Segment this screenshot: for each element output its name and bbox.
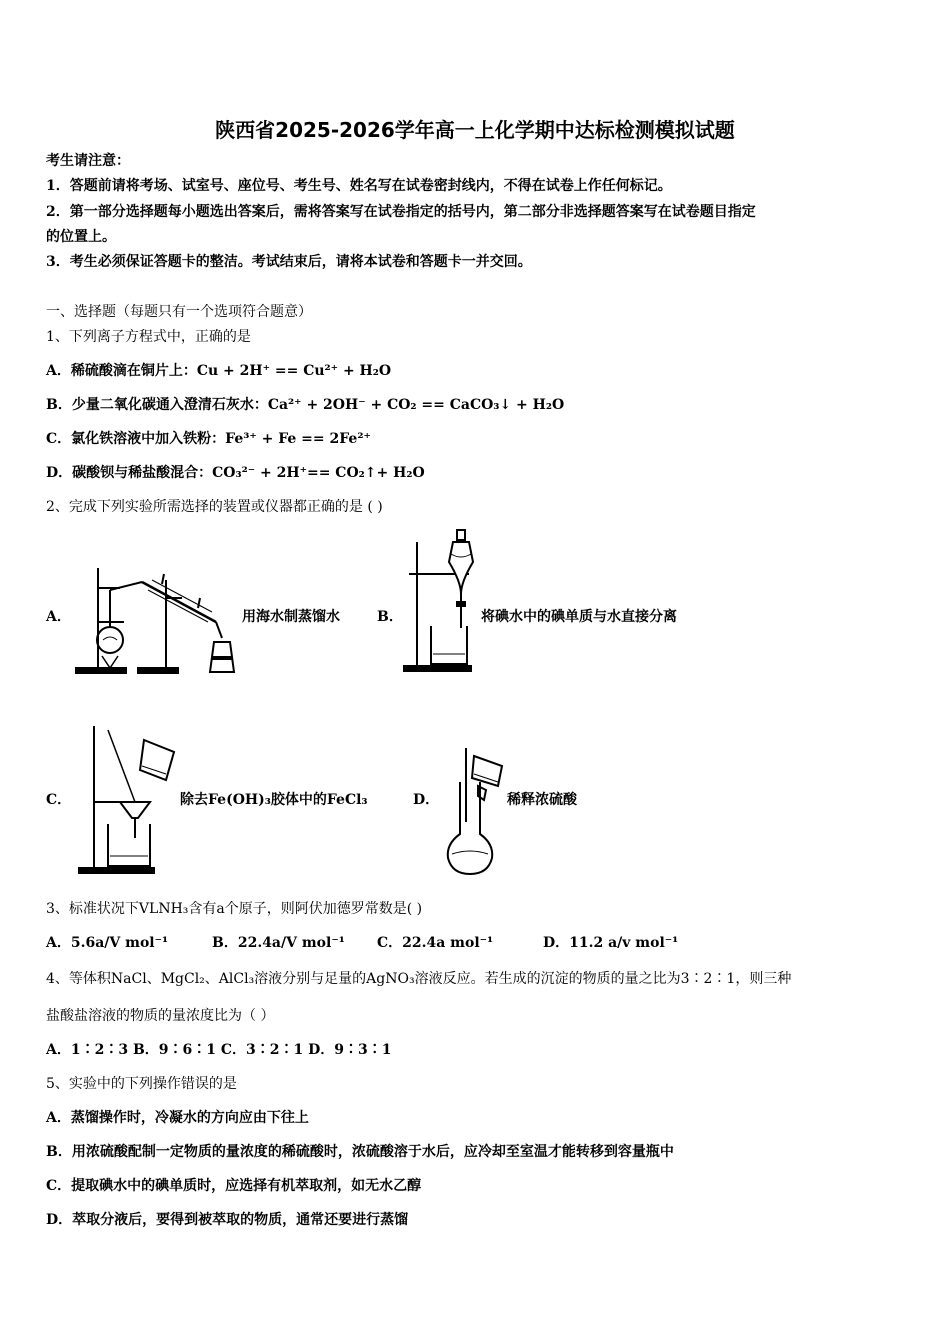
q2-option-d-letter: D． [413,792,440,808]
q2-option-a-text: 用海水制蒸馏水 [242,609,340,625]
q1-option-b: B．少量二氧化碳通入澄清石灰水：Ca²⁺ + 2OH⁻ + CO₂ == CaCO₃↓ + H₂O [46,397,565,413]
q1-option-a: A．稀硫酸滴在铜片上：Cu + 2H⁺ == Cu²⁺ + H₂O [46,363,392,379]
notice-heading: 考生请注意： [46,153,130,169]
section-heading: 一、选择题（每题只有一个选项符合题意） [46,304,312,320]
q3-option-d: D．11.2 a/v mol⁻¹ [543,935,679,951]
notice-item-3: 3．考生必须保证答题卡的整洁。考试结束后，请将本试卷和答题卡一并交回。 [46,254,532,270]
separatory-funnel-figure [403,528,475,674]
page-title: 陕西省2025-2026学年高一上化学期中达标检测模拟试题 [215,118,735,142]
q2-stem: 2、完成下列实验所需选择的装置或仪器都正确的是 ( ) [46,499,383,515]
notice-item-2-cont: 的位置上。 [46,229,116,245]
notice-item-1: 1．答题前请将考场、试室号、座位号、考生号、姓名写在试卷密封线内，不得在试卷上作任何标记。 [46,178,672,194]
q1-stem: 1、下列离子方程式中，正确的是 [46,329,251,345]
q2-option-d-text: 稀释浓硫酸 [507,792,577,808]
q5-option-a: A．蒸馏操作时，冷凝水的方向应由下往上 [46,1110,309,1126]
q2-option-c-text: 除去Fe(OH)₃胶体中的FeCl₃ [180,792,368,808]
q4-stem-line2: 盐酸盐溶液的物质的量浓度比为（ ） [46,1008,275,1024]
q3-stem: 3、标准状况下VLNH₃含有a个原子，则阿伏加德罗常数是( ) [46,901,423,917]
distillation-apparatus-figure [72,560,238,678]
q3-option-c: C．22.4a mol⁻¹ [377,935,494,951]
q1-option-c: C．氯化铁溶液中加入铁粉：Fe³⁺ + Fe == 2Fe²⁺ [46,431,371,447]
q5-stem: 5、实验中的下列操作错误的是 [46,1076,237,1092]
q2-option-b-letter: B． [377,609,403,625]
q1-option-d: D．碳酸钡与稀盐酸混合：CO₃²⁻ + 2H⁺== CO₂↑+ H₂O [46,465,425,481]
q2-option-a-letter: A． [46,609,71,625]
q2-option-b-text: 将碘水中的碘单质与水直接分离 [481,609,677,625]
q5-option-d: D．萃取分液后，要得到被萃取的物质，通常还要进行蒸馏 [46,1212,409,1228]
q2-option-c-letter: C． [46,792,72,808]
filtration-apparatus-figure [78,722,178,876]
q5-option-c: C．提取碘水中的碘单质时，应选择有机萃取剂，如无水乙醇 [46,1178,422,1194]
q3-option-b: B．22.4a/V mol⁻¹ [212,935,345,951]
q4-stem-line1: 4、等体积NaCl、MgCl₂、AlCl₃溶液分别与足量的AgNO₃溶液反应。若生成的沉淀的物质的量之比为3∶2∶1，则三种 [46,971,792,987]
q4-options: A．1∶2∶3 B．9∶6∶1 C．3∶2∶1 D．9∶3∶1 [46,1042,392,1058]
notice-item-2: 2．第一部分选择题每小题选出答案后，需将答案写在试卷指定的括号内，第二部分非选择题答案写在试卷题目指定 [46,204,756,220]
volumetric-flask-figure [444,742,506,878]
q3-option-a: A．5.6a/V mol⁻¹ [46,935,169,951]
q5-option-b: B．用浓硫酸配制一定物质的量浓度的稀硫酸时，浓硫酸溶于水后，应冷却至室温才能转移到容量瓶中 [46,1144,674,1160]
